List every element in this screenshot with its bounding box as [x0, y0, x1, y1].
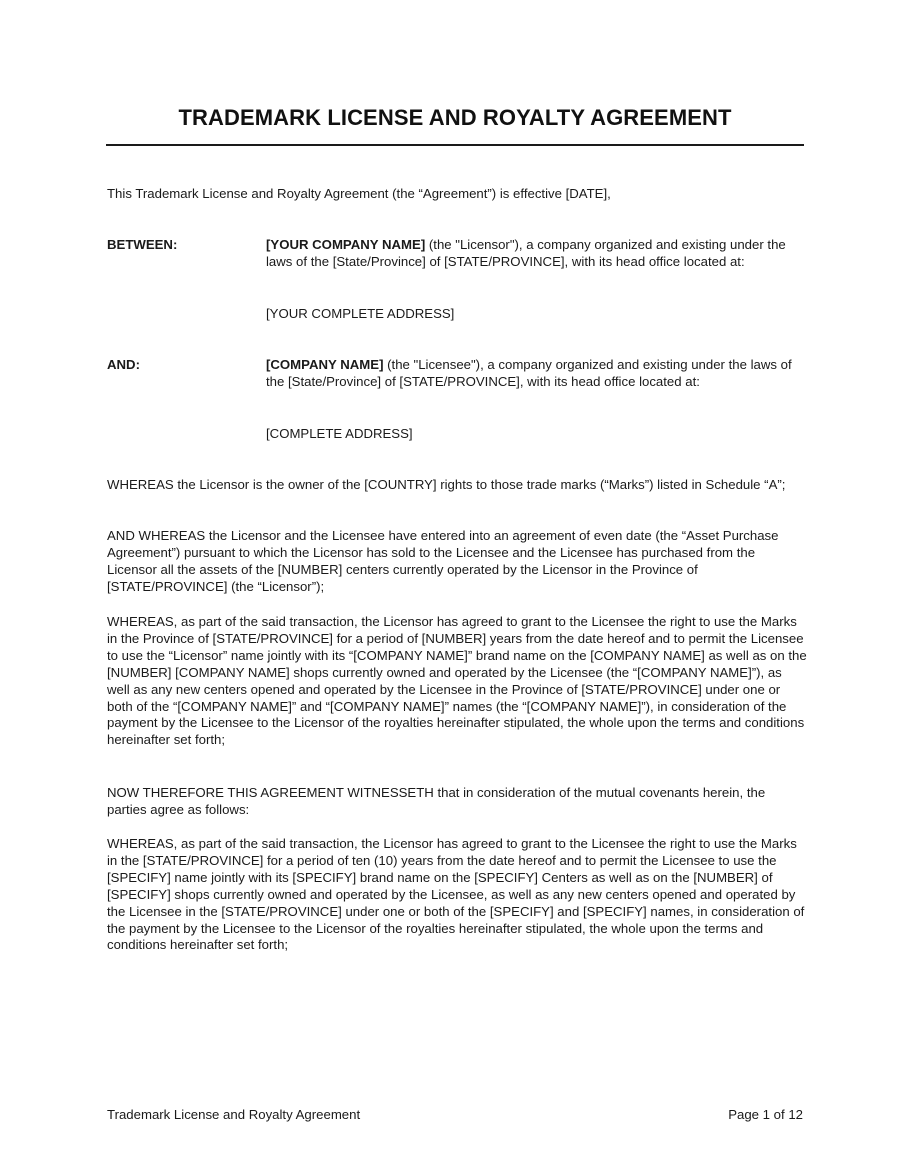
recital-paragraph — [107, 528, 807, 596]
intro-paragraph: This Trademark License and Royalty Agreement (the “Agreement”) is effective [DATE], — [107, 186, 611, 201]
document-title: TRADEMARK LICENSE AND ROYALTY AGREEMENT — [178, 105, 732, 130]
recital-paragraph — [107, 836, 807, 954]
recital-license-terms: WHEREAS, as part of the said transaction, the Licensor has agreed to grant to the Licensee the right to use the Marks in the [STATE/PROVINCE] for a period of ten (10) years from the date hereof and to permit the Licensee to use the [SPECIFY] name jointly with its [SPECIFY] brand name on the [SPECIFY] Centers as well as on the [NUMBER] of [SPECIFY] shops currently owned and operated by the Licensee, as well as any new centers opened and operated by the Licensee in the [STATE/PROVINCE] under one or both of the [SPECIFY] and [SPECIFY] names, in consideration of the payment by the Licensee to the Licensor of the royalties hereinafter stipulated, the whole upon the terms and conditions hereinafter set forth; — [107, 836, 805, 953]
footer-document-title: Trademark License and Royalty Agreement — [107, 1107, 361, 1122]
licensee-description — [266, 357, 808, 391]
witnesseth-clause: NOW THEREFORE THIS AGREEMENT WITNESSETH that in consideration of the mutual covenants herein, the parties agree as follows: — [107, 785, 766, 817]
recital-license-grant: WHEREAS, as part of the said transaction, the Licensor has agreed to grant to the Licensee the right to use the Marks in the Province of [STATE/PROVINCE] for a period of [NUMBER] years from the date hereof and to permit the Licensee to use the “Licensor” name jointly with its “[COMPANY NAME]” brand name on the [COMPANY NAME] as well as on the [NUMBER] [COMPANY NAME] shops currently owned and operated by the Licensee (the “[COMPANY NAME]”), as well as any new centers opened and operated by the Licensee in the Province of [STATE/PROVINCE] under one or both of the “[COMPANY NAME]” and “[COMPANY NAME]” names (the “[COMPANY NAME]”), in consideration of the payment by the Licensee to the Licensor of the royalties hereinafter stipulated, the whole upon the terms and conditions hereinafter set forth; — [107, 614, 807, 748]
recital-ownership: WHEREAS the Licensor is the owner of the [COUNTRY] rights to those trade marks (“Marks”) listed in Schedule “A”; — [107, 477, 786, 492]
recital-paragraph — [107, 614, 807, 749]
licensor-description — [266, 237, 808, 271]
recital-paragraph — [107, 785, 807, 819]
between-label: BETWEEN: — [107, 237, 178, 252]
licensee-address: [COMPLETE ADDRESS] — [266, 426, 413, 441]
recital-asset-purchase: AND WHEREAS the Licensor and the Licensee have entered into an agreement of even date (the “Asset Purchase Agreement”) pursuant to which the Licensor has sold to the Licensee and the Licensee has purchased from the Licensor all the assets of the [NUMBER] centers currently operated by the Licensor in the Province of [STATE/PROVINCE] (the “Licensor”); — [107, 528, 779, 594]
and-label: AND: — [107, 357, 140, 372]
licensor-address: [YOUR COMPLETE ADDRESS] — [266, 306, 455, 321]
footer-page-number: Page 1 of 12 — [728, 1107, 803, 1122]
licensee-name: [COMPANY NAME] — [266, 357, 384, 372]
licensor-terms: (the "Licensor"), a company organized and existing under the laws of the [State/Province] of [STATE/PROVINCE], with its head office located at: — [266, 237, 786, 269]
recital-paragraph — [107, 477, 807, 494]
title-divider — [106, 144, 804, 146]
licensor-name: [YOUR COMPANY NAME] — [266, 237, 426, 252]
licensee-terms: (the "Licensee"), a company organized and existing under the laws of the [State/Province] of [STATE/PROVINCE], with its head office located at: — [266, 357, 792, 389]
